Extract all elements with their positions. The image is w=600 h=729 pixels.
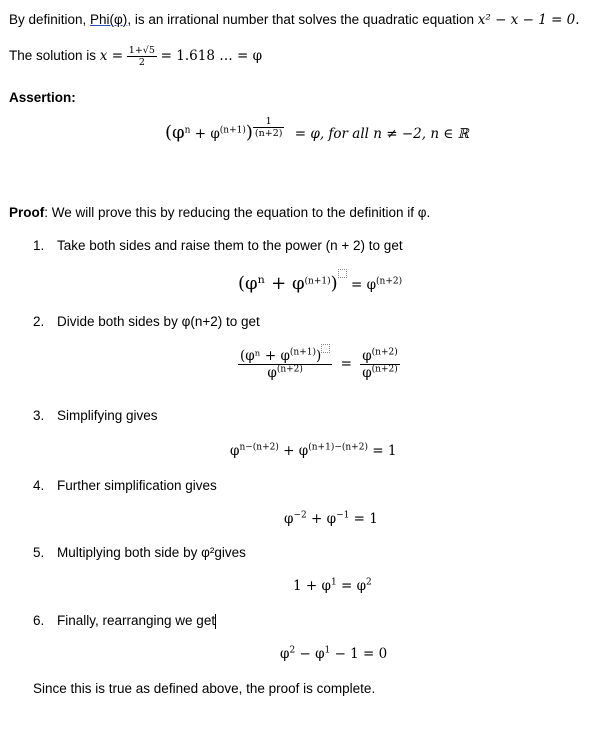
placeholder-box (338, 269, 347, 278)
eq1-rsup: (n+2) (376, 276, 403, 287)
step-4 (33, 478, 217, 493)
eq5-b-sup: 2 (366, 577, 372, 588)
eq3-a-sup: n−(n+2) (239, 442, 279, 453)
eq4-a-sup: −2 (293, 510, 307, 521)
solution-prefix: The solution is (9, 48, 100, 64)
eq6-a-sup: 2 (289, 645, 296, 656)
step-1-number: 1. (33, 238, 45, 253)
eq2-equals: = (340, 356, 352, 372)
assertion-heading: Assertion: (9, 90, 76, 105)
assertion-exp-num: 1 (253, 116, 285, 128)
equation-4 (284, 511, 378, 527)
eq2-right-num (360, 348, 400, 365)
solution-fraction (127, 45, 157, 68)
eq6-c: − 1 = 0 (330, 646, 388, 662)
equation-5 (293, 578, 372, 594)
eq4-b: + φ (306, 511, 337, 527)
placeholder-box (321, 344, 330, 353)
eq4-b-sup: −1 (336, 510, 350, 521)
step-5-number: 5. (33, 545, 45, 560)
eq2-left-den (238, 365, 332, 381)
eq4-a: φ (284, 511, 294, 527)
step-3-number: 3. (33, 408, 45, 423)
step-4-text: Further simplification gives (57, 478, 217, 493)
step-2-number: 2. (33, 314, 45, 329)
eq2-num-a: (φⁿ + φ (240, 348, 290, 364)
assertion-plus: + φ (190, 126, 220, 142)
assertion-rhs: = φ, for all n ≠ −2, n ∈ ℝ (294, 126, 469, 142)
assertion-paren-close: ) (245, 122, 253, 143)
eq2-left-num (238, 348, 332, 365)
step-1 (33, 238, 403, 253)
eq6-b: − φ (295, 646, 325, 662)
eq2-num-sup: (n+1) (289, 347, 317, 358)
equation-2 (238, 348, 400, 381)
proof-line (9, 205, 430, 220)
eq1-close: ) (330, 273, 338, 294)
solution-frac-num: 1+√5 (128, 45, 155, 56)
step-3 (33, 408, 158, 423)
step-1-text: Take both sides and raise them to the power (n + 2) to get (57, 238, 403, 253)
eq1-sup: (n+1) (304, 276, 331, 287)
eq2-rnum-sup: (n+2) (371, 347, 398, 358)
eq2-num-b: ) (316, 348, 322, 364)
intro-line (9, 12, 580, 28)
eq2-rden-sup: (n+2) (371, 364, 398, 375)
assertion-exponent (253, 116, 285, 139)
step-2 (33, 314, 260, 329)
assertion-exp-den: (n+2) (254, 128, 283, 139)
eq5-a-sup: 1 (330, 577, 337, 588)
intro-suffix: , is an irrational number that solves the quadratic equation (127, 12, 478, 27)
eq3-c: = 1 (367, 443, 397, 459)
eq3-a: φ (230, 443, 240, 459)
step-4-number: 4. (33, 478, 45, 493)
text-cursor (215, 614, 216, 629)
proof-label: Proof (9, 205, 45, 220)
eq6-a: φ (280, 646, 290, 662)
eq6-b-sup: 1 (324, 645, 331, 656)
step-5-text: Multiplying both side by φ²gives (57, 545, 246, 560)
eq4-c: = 1 (349, 511, 378, 527)
eq5-b: = φ (336, 578, 367, 594)
eq3-b-sup: (n+1)−(n+2) (308, 442, 368, 453)
eq1-lhs: (φⁿ + φ (238, 273, 305, 294)
eq2-right-fraction (360, 348, 400, 381)
eq1-eq: = φ (350, 277, 377, 293)
step-2-text: Divide both sides by φ(n+2) to get (57, 314, 260, 329)
step-6-number: 6. (33, 613, 45, 628)
solution-line (9, 45, 262, 68)
phi-link[interactable]: Phi(φ) (90, 12, 128, 27)
solution-rest: = 1.618 … = φ (160, 48, 263, 65)
assertion-paren-open: (φ (165, 122, 185, 143)
assertion-sup-n: n (184, 125, 191, 136)
equation-6 (280, 646, 387, 662)
eq2-rden: φ (362, 365, 372, 381)
eq3-b: + φ (278, 443, 309, 459)
step-6-text: Finally, rearranging we get (57, 613, 216, 628)
equation-3 (230, 443, 396, 459)
assertion-equation (165, 116, 469, 143)
proof-text: : We will prove this by reducing the equation to the definition if φ. (44, 205, 431, 220)
conclusion: Since this is true as defined above, the proof is complete. (33, 681, 376, 696)
eq2-left-fraction (238, 348, 332, 381)
assertion-sup-n1: (n+1) (219, 125, 246, 136)
intro-prefix: By definition, (9, 12, 91, 27)
eq2-right-den (360, 365, 400, 381)
eq2-rnum: φ (362, 348, 372, 364)
eq2-den: φ (267, 365, 277, 381)
eq2-den-sup: (n+2) (276, 364, 303, 375)
step-3-text: Simplifying gives (57, 408, 158, 423)
equation-1 (238, 273, 402, 294)
solution-x: x = (99, 48, 124, 65)
eq5-a: 1 + φ (293, 578, 331, 594)
step-6 (33, 613, 216, 629)
step-5 (33, 545, 246, 560)
intro-equation: x² − x − 1 = 0. (477, 12, 580, 28)
solution-frac-den: 2 (138, 57, 145, 68)
